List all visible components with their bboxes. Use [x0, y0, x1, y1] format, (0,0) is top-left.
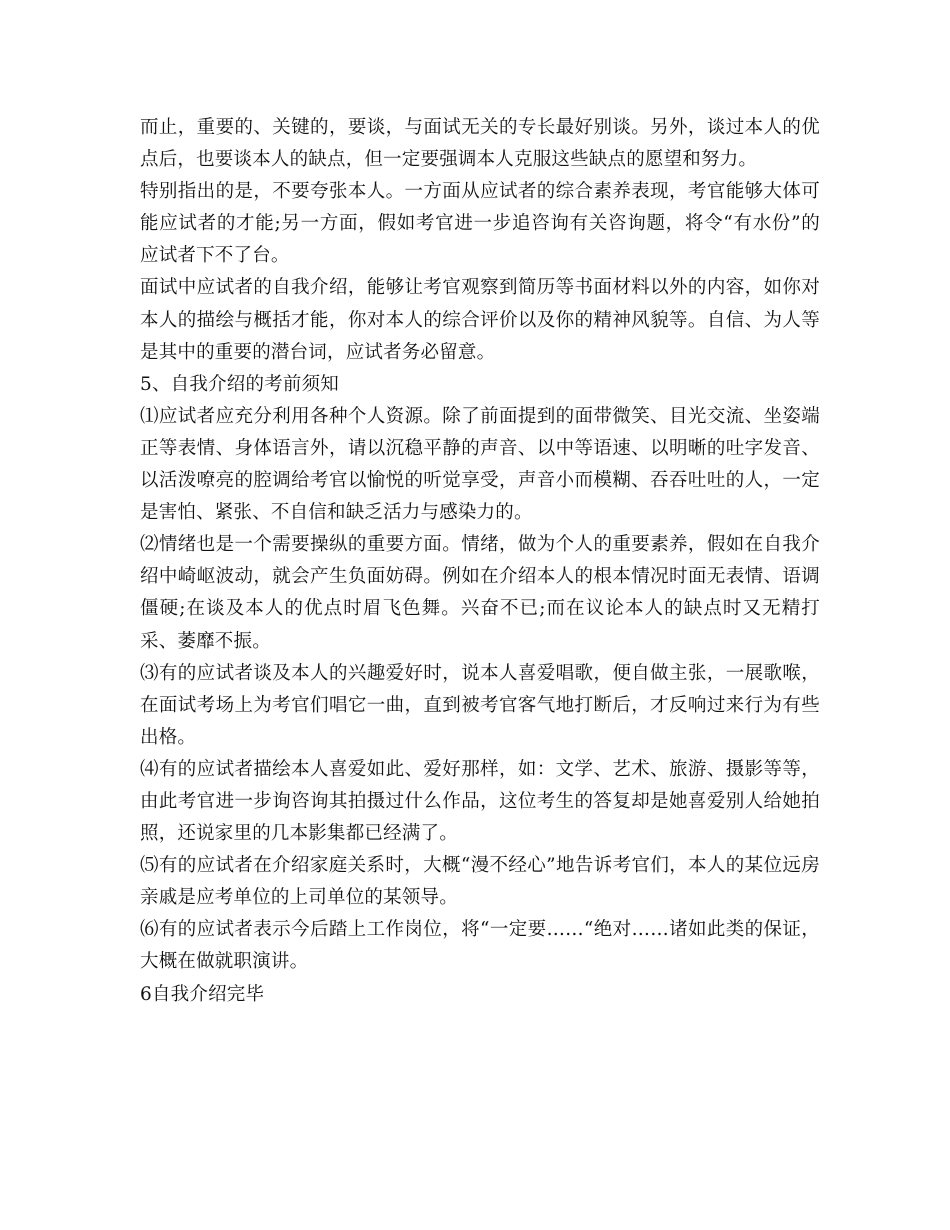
list-item-3: ⑶有的应试者谈及本人的兴趣爱好时，说本人喜爱唱歌，便自做主张，一展歌喉，在面试考场上为考官们唱它一曲，直到被考官客气地打断后，才反响过来行为有些出格。 [140, 662, 820, 748]
list-item-1: ⑴应试者应充分利用各种个人资源。除了前面提到的面带微笑、目光交流、坐姿端正等表情、身体语言外，请以沉稳平静的声音、以中等语速、以明晰的吐字发音、以活泼嘹亮的腔调给考官以愉悦的听觉享受，声音小而模糊、吞吞吐吐的人，一定是害怕、紧张、不自信和缺乏活力与感染力的。 [140, 405, 820, 524]
paragraph-do-not-exaggerate: 特别指出的是，不要夸张本人。一方面从应试者的综合素养表现，考官能够大体可能应试者的才能;另一方面，假如考官进一步追咨询有关咨询题，将令“有水份”的应试者下不了台。 [140, 181, 820, 267]
list-item-6: ⑹有的应试者表示今后踏上工作岗位，将“一定要……“绝对……诸如此类的保证，大概在做就职演讲。 [140, 919, 820, 973]
list-item-4: ⑷有的应试者描绘本人喜爱如此、爱好那样，如：文学、艺术、旅游、摄影等等，由此考官进一步询咨询其拍摄过什么作品，这位考生的答复却是她喜爱别人给她拍照，还说家里的几本影集都已经满了。 [140, 758, 820, 845]
section-heading-6: 6自我介绍完毕 [140, 983, 265, 1005]
list-item-2: ⑵情绪也是一个需要操纵的重要方面。情绪，做为个人的重要素养，假如在自我介绍中崎岖波动，就会产生负面妨碍。例如在介绍本人的根本情况时面无表情、语调僵硬;在谈及本人的优点时眉飞色舞。兴奋不已;而在议论本人的缺点时又无精打采、萎靡不振。 [140, 534, 820, 652]
paragraph-self-introduction-value: 面试中应试者的自我介绍，能够让考官观察到简历等书面材料以外的内容，如你对本人的描绘与概括才能，你对本人的综合评价以及你的精神风貌等。自信、为人等是其中的重要的潜台词，应试者务必留意。 [140, 277, 820, 363]
paragraph-strengths-weaknesses: 而止，重要的、关键的，要谈，与面试无关的专长最好别谈。另外，谈过本人的优点后，也要谈本人的缺点，但一定要强调本人克服这些缺点的愿望和努力。 [140, 117, 820, 171]
document-body [140, 112, 820, 1011]
list-item-5: ⑸有的应试者在介绍家庭关系时，大概“漫不经心”地告诉考官们，本人的某位远房亲戚是应考单位的上司单位的某领导。 [140, 855, 820, 909]
section-heading-5: 5、自我介绍的考前须知 [140, 373, 339, 395]
